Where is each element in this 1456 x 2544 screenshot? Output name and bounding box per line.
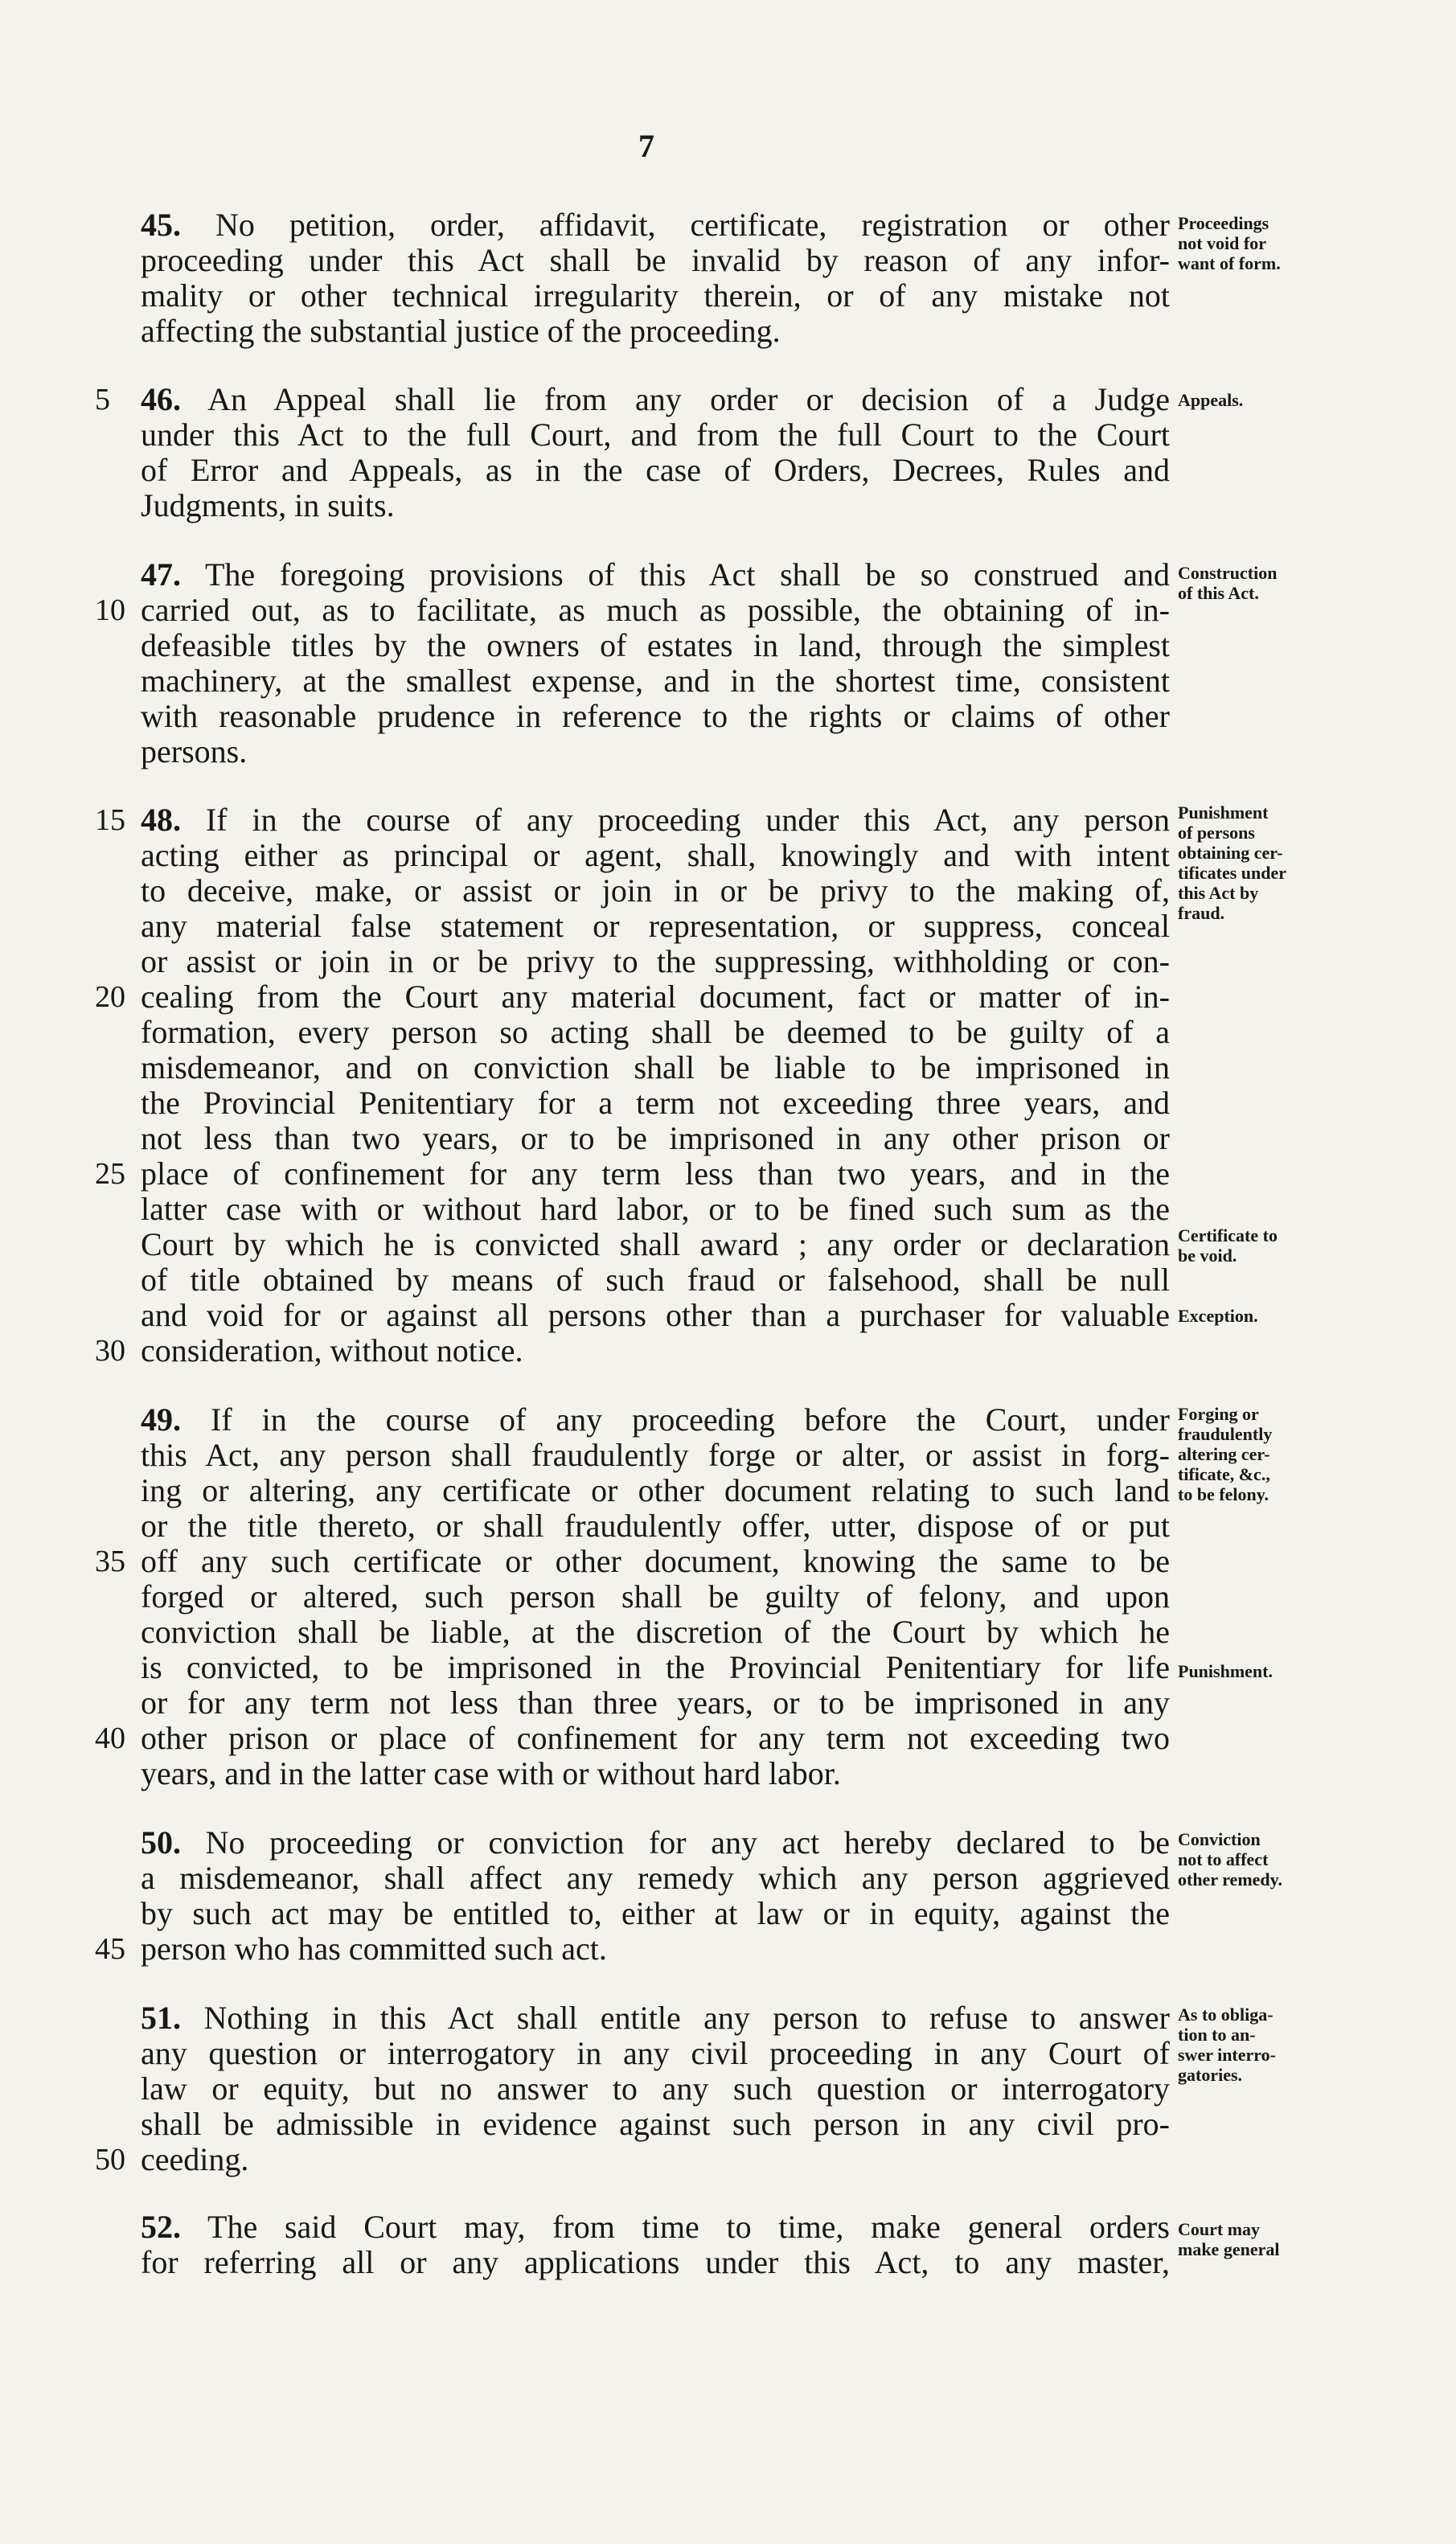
margin-note-line: of this Act. xyxy=(1178,583,1259,603)
line-number: 45 xyxy=(95,1932,125,1966)
margin-note-line: be void. xyxy=(1178,1245,1237,1266)
section-line: or assist or join in or be privy to the suppressing, withholding or con- xyxy=(141,943,1170,979)
section-line xyxy=(141,557,1170,593)
section-line: the Provincial Penitentiary for a term not exceeding three years, and xyxy=(141,1085,1170,1121)
line-number: 20 xyxy=(95,980,125,1014)
section-line: acting either as principal or agent, shall, knowingly and with intent xyxy=(141,837,1170,873)
section-line: ceeding. xyxy=(141,2141,249,2177)
section-line: person who has committed such act. xyxy=(141,1931,607,1967)
section-number: 48. xyxy=(141,802,181,838)
line-number: 25 xyxy=(95,1157,125,1191)
margin-note-line: of persons xyxy=(1178,823,1255,843)
section-line: of title obtained by means of such fraud or falsehood, shall be null xyxy=(141,1262,1170,1298)
margin-note xyxy=(1178,1225,1419,1266)
section-line: latter case with or without hard labor, or to be fined such sum as the xyxy=(141,1191,1170,1227)
margin-note xyxy=(1178,1306,1419,1326)
section-line: persons. xyxy=(141,733,248,769)
margin-note xyxy=(1178,802,1419,923)
section-number: 46. xyxy=(141,381,181,417)
margin-note-line: Court may xyxy=(1178,2219,1261,2239)
section-line: for referring all or any applications under this Act, to any master, xyxy=(141,2244,1170,2280)
section-line xyxy=(141,1825,1170,1861)
margin-note-line: other remedy. xyxy=(1178,1869,1282,1890)
section-line: off any such certificate or other document, knowing the same to be xyxy=(141,1543,1170,1579)
section-line: or the title thereto, or shall fraudulently offer, utter, dispose of or put xyxy=(141,1508,1170,1544)
section-line: this Act, any person shall fraudulently forge or alter, or assist in forg- xyxy=(141,1437,1170,1473)
margin-note xyxy=(1178,2219,1419,2259)
section-line: place of confinement for any term less than two years, and in the xyxy=(141,1155,1170,1192)
margin-note-line: Forging or xyxy=(1178,1404,1259,1424)
section-line: machinery, at the smallest expense, and in the shortest time, consistent xyxy=(141,663,1170,699)
section-line xyxy=(141,1402,1170,1438)
section-line: under this Act to the full Court, and from the full Court to the Court xyxy=(141,416,1170,453)
section-line: Judgments, in suits. xyxy=(141,487,395,523)
section-line: other prison or place of confinement for any term not exceeding two xyxy=(141,1720,1170,1756)
section-line: cealing from the Court any material document, fact or matter of in- xyxy=(141,979,1170,1015)
margin-note-line: Proceedings xyxy=(1178,213,1269,233)
section-line: consideration, without notice. xyxy=(141,1332,523,1368)
margin-note-line: make general xyxy=(1178,2239,1280,2259)
section-line: carried out, as to facilitate, as much as possible, the obtaining of in- xyxy=(141,592,1170,628)
section-number: 52. xyxy=(141,2209,181,2245)
line-text: The said Court may, from time to time, make general orders xyxy=(207,2209,1170,2245)
section-line: conviction shall be liable, at the discretion of the Court by which he xyxy=(141,1614,1170,1650)
margin-note-line: swer interro- xyxy=(1178,2045,1276,2065)
line-text: The foregoing provisions of this Act shall be so construed and xyxy=(204,556,1170,593)
section-line: Court by which he is convicted shall award ; any order or declaration xyxy=(141,1226,1170,1262)
section-line: proceeding under this Act shall be invalid by reason of any infor- xyxy=(141,242,1170,278)
line-number: 5 xyxy=(95,383,110,416)
margin-note-line: As to obliga- xyxy=(1178,2004,1273,2025)
section-number: 47. xyxy=(141,556,181,593)
line-number: 15 xyxy=(95,803,125,837)
margin-note-line: Certificate to xyxy=(1178,1225,1278,1245)
margin-note-line: tificates under xyxy=(1178,863,1287,883)
section-number: 50. xyxy=(141,1824,181,1861)
section-line: with reasonable prudence in reference to the rights or claims of other xyxy=(141,698,1170,734)
margin-note-line: Punishment xyxy=(1178,802,1269,823)
section-line xyxy=(141,802,1170,838)
section-line: shall be admissible in evidence against such person in any civil pro- xyxy=(141,2106,1170,2142)
section-line: forged or altered, such person shall be guilty of felony, and upon xyxy=(141,1578,1170,1615)
section-line: by such act may be entitled to, either at law or in equity, against the xyxy=(141,1895,1170,1931)
section-line: law or equity, but no answer to any such question or interrogatory xyxy=(141,2070,1170,2107)
margin-note-line: Construction xyxy=(1178,563,1278,583)
margin-note-line: Appeals. xyxy=(1178,390,1244,410)
section-line: any material false statement or representation, or suppress, conceal xyxy=(141,908,1170,944)
section-line: a misdemeanor, shall affect any remedy which any person aggrieved xyxy=(141,1860,1170,1896)
section-number: 45. xyxy=(141,207,181,243)
line-text: If in the course of any proceeding under this Act, any person xyxy=(205,802,1171,838)
section-line: not less than two years, or to be imprisoned in any other prison or xyxy=(141,1120,1170,1156)
margin-note-line: to be felony. xyxy=(1178,1484,1269,1504)
margin-note-line: obtaining cer- xyxy=(1178,843,1283,863)
section-line: years, and in the latter case with or without hard labor. xyxy=(141,1755,841,1791)
margin-note-line: Punishment. xyxy=(1178,1661,1273,1681)
margin-note-line: fraud. xyxy=(1178,903,1225,923)
margin-note-line: not void for xyxy=(1178,233,1266,253)
margin-note xyxy=(1178,390,1419,410)
margin-note xyxy=(1178,2004,1419,2085)
section-line: to deceive, make, or assist or join in or be privy to the making of, xyxy=(141,872,1170,909)
section-line: mality or other technical irregularity therein, or of any mistake not xyxy=(141,277,1170,314)
margin-note-line: want of form. xyxy=(1178,253,1281,273)
margin-note xyxy=(1178,1404,1419,1504)
line-number: 30 xyxy=(95,1334,125,1368)
margin-note-line: Exception. xyxy=(1178,1306,1258,1326)
margin-note-line: tificate, &c., xyxy=(1178,1464,1270,1484)
section-line: is convicted, to be imprisoned in the Provincial Penitentiary for life xyxy=(141,1649,1170,1685)
margin-note-line: gatories. xyxy=(1178,2065,1243,2085)
margin-note-line: tion to an- xyxy=(1178,2025,1256,2045)
section-line: formation, every person so acting shall be deemed to be guilty of a xyxy=(141,1014,1170,1050)
section-line: ing or altering, any certificate or other document relating to such land xyxy=(141,1472,1170,1508)
margin-note-line: fraudulently xyxy=(1178,1424,1273,1444)
section-line xyxy=(141,2210,1170,2245)
line-text: An Appeal shall lie from any order or decision of a Judge xyxy=(207,381,1170,417)
margin-note-line: altering cer- xyxy=(1178,1444,1270,1464)
section-line: misdemeanor, and on conviction shall be liable to be imprisoned in xyxy=(141,1049,1170,1085)
section-line: and void for or against all persons other than a purchaser for valuable xyxy=(141,1297,1170,1333)
section-line: of Error and Appeals, as in the case of Orders, Decrees, Rules and xyxy=(141,452,1170,488)
line-number: 10 xyxy=(95,593,125,627)
section-number: 51. xyxy=(141,2000,181,2036)
section-line xyxy=(141,2000,1170,2036)
line-text: No proceeding or conviction for any act hereby declared to be xyxy=(205,1824,1171,1861)
section-line xyxy=(141,382,1170,417)
section-line: affecting the substantial justice of the proceeding. xyxy=(141,313,781,349)
line-text: Nothing in this Act shall entitle any person to refuse to answer xyxy=(203,2000,1170,2036)
line-number: 40 xyxy=(95,1721,125,1755)
line-text: No petition, order, affidavit, certificate, registration or other xyxy=(215,207,1170,243)
section-line: defeasible titles by the owners of estates in land, through the simplest xyxy=(141,627,1170,663)
margin-note-line: not to affect xyxy=(1178,1849,1269,1869)
margin-note-line: this Act by xyxy=(1178,883,1259,903)
line-number: 50 xyxy=(95,2143,125,2177)
margin-note xyxy=(1178,563,1419,603)
margin-note xyxy=(1178,1829,1419,1890)
section-line: or for any term not less than three years, or to be imprisoned in any xyxy=(141,1684,1170,1721)
page-number: 7 xyxy=(638,128,654,164)
section-number: 49. xyxy=(141,1401,181,1438)
margin-note-line: Conviction xyxy=(1178,1829,1261,1849)
margin-note xyxy=(1178,1661,1419,1681)
line-number: 35 xyxy=(95,1545,125,1578)
section-line xyxy=(141,207,1170,243)
line-text: If in the course of any proceeding before the Court, under xyxy=(211,1401,1170,1438)
margin-note xyxy=(1178,213,1419,273)
section-line: any question or interrogatory in any civil proceeding in any Court of xyxy=(141,2035,1170,2071)
